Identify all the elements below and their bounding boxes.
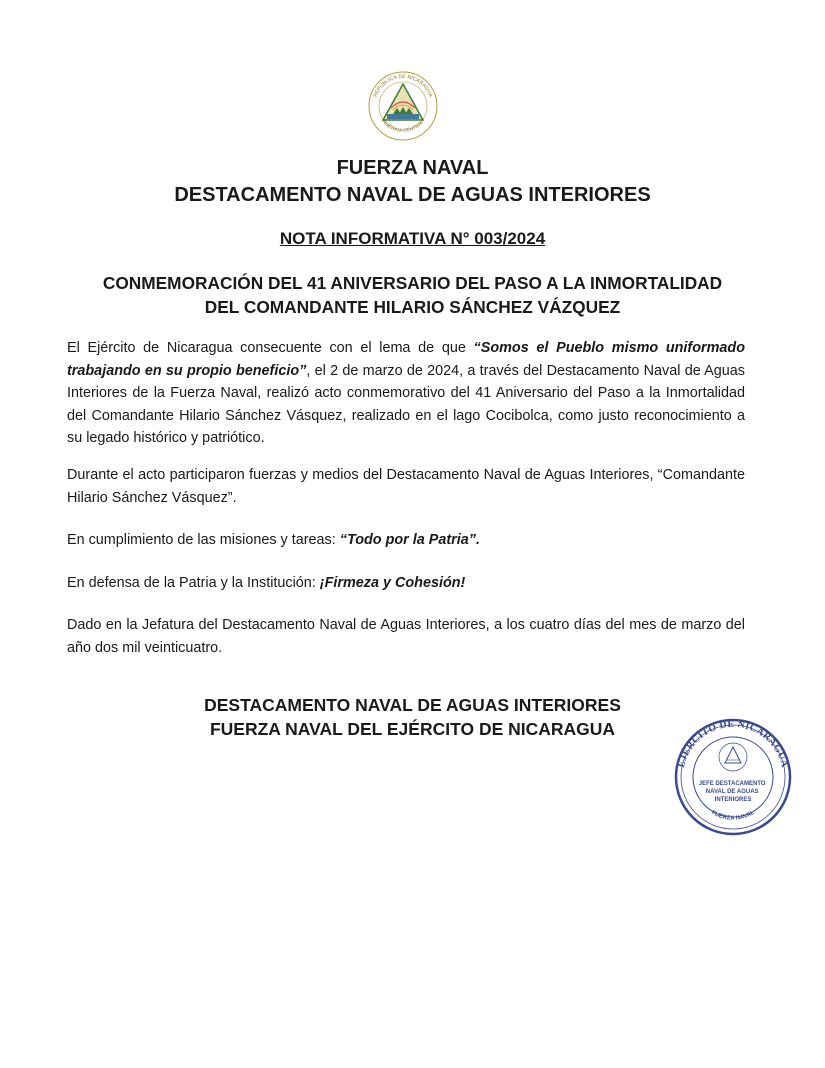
paragraph-4: [67, 572, 745, 595]
seal-text-top: REPÚBLICA DE NICARAGUA: [372, 73, 434, 99]
paragraph-1-post: , el 2 de marzo de 2024, a través del Destacamento Naval de Aguas Interiores de la Fuerza Naval, realizó acto conmemorativo del 41 Aniversario del Paso a la Inmortalidad del Comandante Hilario Sánchez Vásquez, realizado en el lago Cocibolca, como justo reconocimiento a su legado histórico y patriótico.: [67, 362, 745, 446]
coat-of-arms-seal: [357, 70, 449, 142]
paragraph-2: [67, 464, 745, 509]
paragraph-5: [67, 614, 745, 659]
footer-line-2: FUERZA NAVAL DEL EJÉRCITO DE NICARAGUA: [209, 719, 616, 739]
paragraph-1: [67, 337, 745, 450]
document-header: [0, 155, 825, 209]
svg-text:JEFE DESTACAMENTO NAVAL DE: JEFE DESTACAMENTO NAVAL DE AGUAS INTERIORES: [698, 781, 766, 803]
subject-line-2: DEL COMANDANTE HILARIO SÁNCHEZ VÁZQUEZ: [204, 297, 621, 317]
slogan-firmeza-cohesion: ¡Firmeza y Cohesión!: [319, 575, 466, 591]
svg-text:EJÉRCITO DE NICARAGUA: [676, 719, 790, 769]
paragraph-5-text: Dado en la Jefatura del Destacamento Naval de Aguas Interiores, a los cuatro días del mes de marzo del año dos mil veinticuatro.: [67, 617, 745, 656]
svg-text:AMÉRICA CENTRAL: [381, 119, 425, 134]
official-stamp: [672, 717, 794, 837]
paragraph-2-text: Durante el acto participaron fuerzas y medios del Destacamento Naval de Aguas Interiores, “Comandante Hilario Sánchez Vásquez”.: [67, 467, 745, 506]
slogan-todo-por-la-patria: “Todo por la Patria”.: [339, 532, 480, 548]
note-title: NOTA INFORMATIVA N° 003/2024: [279, 229, 546, 248]
header-line-1: FUERZA NAVAL: [336, 157, 489, 179]
paragraph-4-pre: En defensa de la Patria y la Institución:: [67, 575, 320, 591]
stamp-ring-text: EJÉRCITO DE NICARAGUA: [675, 718, 791, 769]
army-motto: “Somos el Pueblo mismo uniformado trabajando en su propio beneficio”: [67, 340, 745, 379]
paragraph-1-pre: El Ejército de Nicaragua consecuente con el lema de que: [67, 340, 474, 356]
header-line-2: DESTACAMENTO NAVAL DE AGUAS INTERIORES: [174, 184, 651, 206]
paragraph-3: [67, 529, 745, 552]
paragraph-3-pre: En cumplimiento de las misiones y tareas:: [67, 532, 340, 548]
stamp-emblem-icon: [719, 743, 747, 771]
footer-line-1: DESTACAMENTO NAVAL DE AGUAS INTERIORES: [204, 695, 621, 715]
subject-heading: [0, 271, 825, 319]
seal-text-bottom: AMÉRICA CENTRAL: [380, 119, 426, 135]
svg-text:FUERZA NAVAL: [710, 810, 756, 822]
subject-line-1: CONMEMORACIÓN DEL 41 ANIVERSARIO DEL PASO A LA INMORTALIDAD: [102, 273, 723, 293]
stamp-bottom-text: FUERZA NAVAL: [710, 809, 756, 822]
